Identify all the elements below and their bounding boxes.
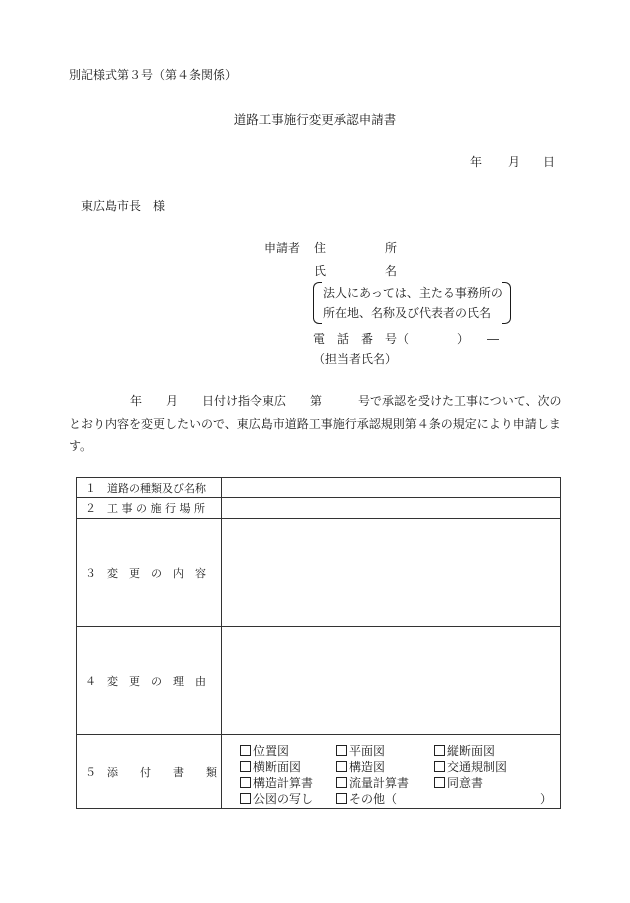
body-line-2: とおり内容を変更したいので、東広島市道路工事施行承認規則第４条の規定により申請しま bbox=[69, 417, 561, 431]
attachments-cell bbox=[222, 735, 561, 809]
name-label-2: 名 bbox=[385, 264, 398, 278]
phone-label: 電 話 番 号（ ） ― bbox=[313, 332, 500, 346]
note-left-bracket bbox=[313, 282, 322, 324]
row-label-cell bbox=[77, 478, 222, 498]
checkbox-icon bbox=[434, 745, 445, 756]
table-row bbox=[77, 735, 561, 809]
change-reason-field[interactable] bbox=[222, 627, 561, 735]
address-label-1: 住 bbox=[314, 241, 327, 255]
checkbox-icon bbox=[434, 777, 445, 788]
attachment-label: 交通規制図 bbox=[447, 760, 508, 774]
work-location-field[interactable] bbox=[222, 498, 561, 519]
body-line-1: 年 月 日付け指令東広 第 号で承認を受けた工事について、次の bbox=[130, 394, 562, 408]
road-name-field[interactable] bbox=[222, 478, 561, 498]
checkbox-icon bbox=[240, 793, 251, 804]
table-row bbox=[77, 627, 561, 735]
row-label-cell bbox=[77, 627, 222, 735]
checkbox-icon bbox=[336, 761, 347, 772]
name-label-1: 氏 bbox=[314, 264, 327, 278]
body-line-3: す。 bbox=[69, 439, 93, 453]
row-label-cell bbox=[77, 498, 222, 519]
row-label: ５ 添 付 書 類 bbox=[85, 765, 217, 779]
note-right-bracket bbox=[502, 282, 511, 324]
form-reference: 別記様式第３号（第４条関係） bbox=[69, 68, 238, 82]
attachment-checkbox[interactable] bbox=[336, 790, 397, 807]
table-row bbox=[77, 498, 561, 519]
attachment-label: その他（ bbox=[349, 792, 398, 806]
date-day-label: 日 bbox=[543, 155, 556, 169]
address-label-2: 所 bbox=[385, 241, 398, 255]
attachment-checkbox[interactable] bbox=[336, 742, 385, 759]
attachment-checkbox[interactable] bbox=[240, 774, 313, 791]
attachment-label: 流量計算書 bbox=[349, 776, 410, 790]
note-line-2: 所在地、名称及び代表者の氏名 bbox=[323, 306, 492, 320]
checkbox-icon bbox=[240, 761, 251, 772]
attachment-label: 公図の写し bbox=[253, 792, 314, 806]
attachment-label: 横断面図 bbox=[253, 760, 302, 774]
attachment-label: 同意書 bbox=[447, 776, 484, 790]
attachment-checkbox[interactable] bbox=[240, 758, 301, 775]
application-table bbox=[76, 477, 561, 809]
attachment-checkbox[interactable] bbox=[240, 742, 289, 759]
other-close-paren: ） bbox=[540, 792, 553, 806]
attachment-label: 構造計算書 bbox=[253, 776, 314, 790]
row-label: ３ 変 更 の 内 容 bbox=[85, 566, 206, 580]
row-label-cell bbox=[77, 735, 222, 809]
change-content-field[interactable] bbox=[222, 519, 561, 627]
row-label: １ 道路の種類及び名称 bbox=[85, 481, 206, 495]
date-month-label: 月 bbox=[508, 155, 521, 169]
table-row bbox=[77, 519, 561, 627]
attachment-checkbox[interactable] bbox=[434, 742, 495, 759]
note-line-1: 法人にあっては、主たる事務所の bbox=[323, 286, 503, 300]
attachment-checkbox[interactable] bbox=[336, 774, 409, 791]
document-title: 道路工事施行変更承認申請書 bbox=[233, 112, 397, 127]
attachment-label: 縦断面図 bbox=[447, 744, 496, 758]
attachment-label: 平面図 bbox=[349, 744, 386, 758]
table-row bbox=[77, 478, 561, 498]
attachment-label: 位置図 bbox=[253, 744, 290, 758]
applicant-label: 申請者 bbox=[264, 241, 301, 255]
corporate-note bbox=[313, 282, 511, 322]
row-label-cell bbox=[77, 519, 222, 627]
date-year-label: 年 bbox=[470, 155, 483, 169]
addressee: 東広島市長 様 bbox=[81, 199, 166, 213]
attachment-checkbox[interactable] bbox=[240, 790, 313, 807]
attachment-label: 構造図 bbox=[349, 760, 386, 774]
checkbox-icon bbox=[240, 745, 251, 756]
row-label: ４ 変 更 の 理 由 bbox=[85, 674, 206, 688]
checkbox-icon bbox=[240, 777, 251, 788]
contact-person-label: （担当者氏名） bbox=[313, 352, 398, 366]
checkbox-icon bbox=[336, 793, 347, 804]
checkbox-icon bbox=[336, 777, 347, 788]
row-label: ２ 工 事 の 施 行 場 所 bbox=[85, 502, 205, 515]
checkbox-icon bbox=[434, 761, 445, 772]
attachment-checkbox[interactable] bbox=[336, 758, 385, 775]
checkbox-icon bbox=[336, 745, 347, 756]
attachment-checkbox[interactable] bbox=[434, 774, 483, 791]
attachment-checkbox[interactable] bbox=[434, 758, 507, 775]
